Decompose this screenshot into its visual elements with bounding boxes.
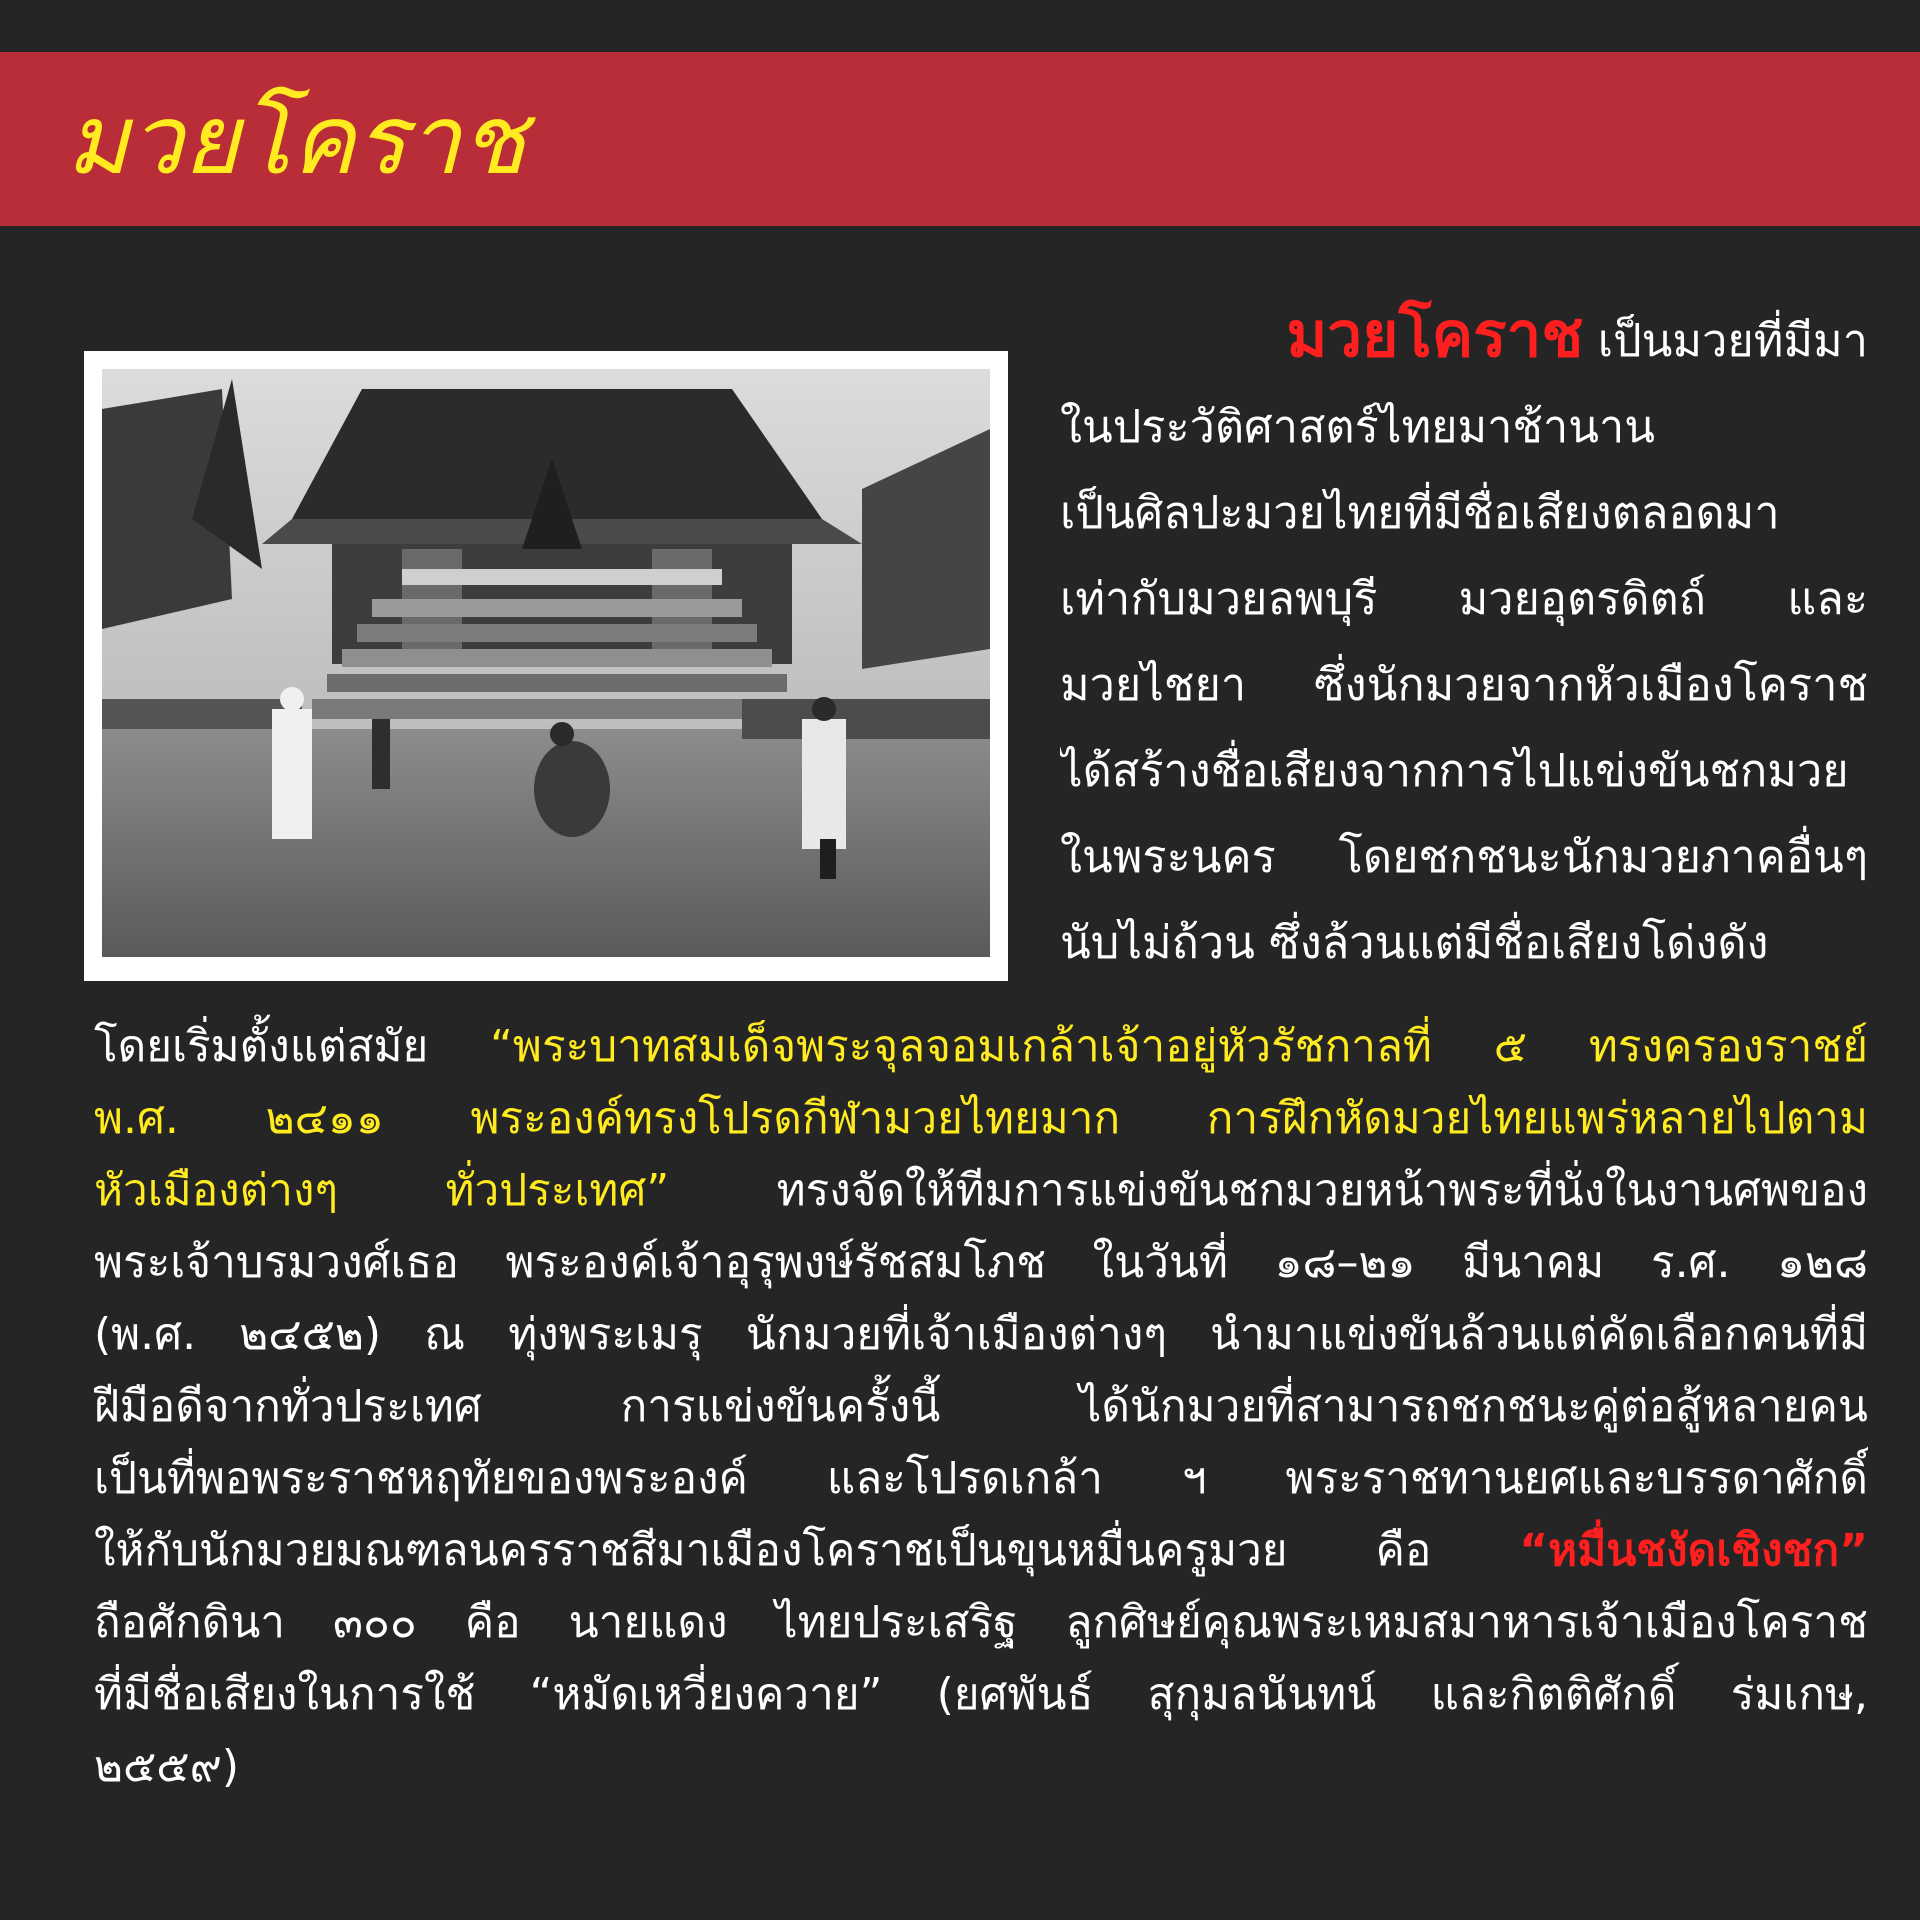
body-line: โดยเริ่มตั้งแต่สมัย “พระบาทสมเด็จพระจุลจอมเกล้าเจ้าอยู่หัวรัชกาลที่ ๕ ทรงครองราชย์ — [94, 1021, 1868, 1072]
lead-line-1: มวยโคราช เป็นมวยที่มีมา — [1286, 298, 1868, 371]
lead-line: เป็นศิลปะมวยไทยที่มีชื่อเสียงตลอดมา — [1060, 486, 1780, 539]
photo-frame — [84, 351, 1008, 981]
body-line: ๒๕๕๙) — [94, 1741, 239, 1792]
body-line: (พ.ศ. ๒๔๕๒) ณ ทุ่งพระเมรุ นักมวยที่เจ้าเมืองต่างๆ นำมาแข่งขันล้วนแต่คัดเลือกคนที่มี — [94, 1309, 1868, 1360]
quote-highlight: พ.ศ. ๒๔๑๑ พระองค์ทรงโปรดกีฬามวยไทยมาก การฝึกหัดมวยไทยแพร่หลายไปตาม — [94, 1093, 1868, 1144]
page-title: มวยโคราช — [66, 84, 526, 196]
lead-line: ได้สร้างชื่อเสียงจากการไปแข่งขันชกมวย — [1060, 744, 1849, 797]
quote-highlight: หัวเมืองต่างๆ ทั่วประเทศ” — [94, 1165, 670, 1216]
body-line: ฝีมือดีจากทั่วประเทศ การแข่งขันครั้งนี้ ได้นักมวยที่สามารถชกชนะคู่ต่อสู้หลายคน — [94, 1381, 1868, 1432]
body-line — [94, 1083, 1868, 1155]
body-line: ที่มีชื่อเสียงในการใช้ “หมัดเหวี่ยงควาย” (ยศพันธ์ สุกุมลนันทน์ และกิตติศักดิ์ ร่มเกษ, — [94, 1669, 1868, 1720]
quote-highlight: “พระบาทสมเด็จพระจุลจอมเกล้าเจ้าอยู่หัวรัชกาลที่ ๕ ทรงครองราชย์ — [490, 1021, 1868, 1072]
lead-line: ในประวัติศาสตร์ไทยมาช้านาน — [1060, 400, 1656, 453]
body-line: ถือศักดินา ๓๐๐ คือ นายแดง ไทยประเสริฐ ลูกศิษย์คุณพระเหมสมาหารเจ้าเมืองโคราช — [94, 1597, 1868, 1648]
lead-line: มวยไชยา ซึ่งนักมวยจากหัวเมืองโคราช — [1060, 658, 1868, 711]
lead-highlight: มวยโคราช — [1286, 298, 1584, 371]
title-banner — [0, 52, 1920, 226]
lead-paragraph — [1060, 292, 1868, 986]
body-paragraph — [94, 1011, 1868, 1803]
historical-boxing-photo-icon — [102, 369, 990, 957]
lead-line: นับไม่ถ้วน ซึ่งล้วนแต่มีชื่อเสียงโด่งดัง — [1060, 916, 1769, 969]
body-line: หัวเมืองต่างๆ ทั่วประเทศ” ทรงจัดให้ทีมการแข่งขันชกมวยหน้าพระที่นั่งในงานศพของ — [94, 1165, 1868, 1216]
title-highlight: “หมื่นชงัดเชิงชก” — [1519, 1525, 1868, 1576]
lead-line: ในพระนคร โดยชกชนะนักมวยภาคอื่นๆ — [1060, 830, 1868, 883]
body-line: ให้กับนักมวยมณฑลนครราชสีมาเมืองโคราชเป็นขุนหมื่นครูมวย คือ “หมื่นชงัดเชิงชก” — [94, 1525, 1868, 1576]
lead-line: เท่ากับมวยลพบุรี มวยอุตรดิตถ์ และ — [1060, 572, 1868, 625]
body-line: พระเจ้าบรมวงศ์เธอ พระองค์เจ้าอุรุพงษ์รัชสมโภช ในวันที่ ๑๘–๒๑ มีนาคม ร.ศ. ๑๒๘ — [94, 1237, 1868, 1288]
body-line: เป็นที่พอพระราชหฤทัยของพระองค์ และโปรดเกล้า ฯ พระราชทานยศและบรรดาศักดิ์ — [94, 1453, 1868, 1504]
